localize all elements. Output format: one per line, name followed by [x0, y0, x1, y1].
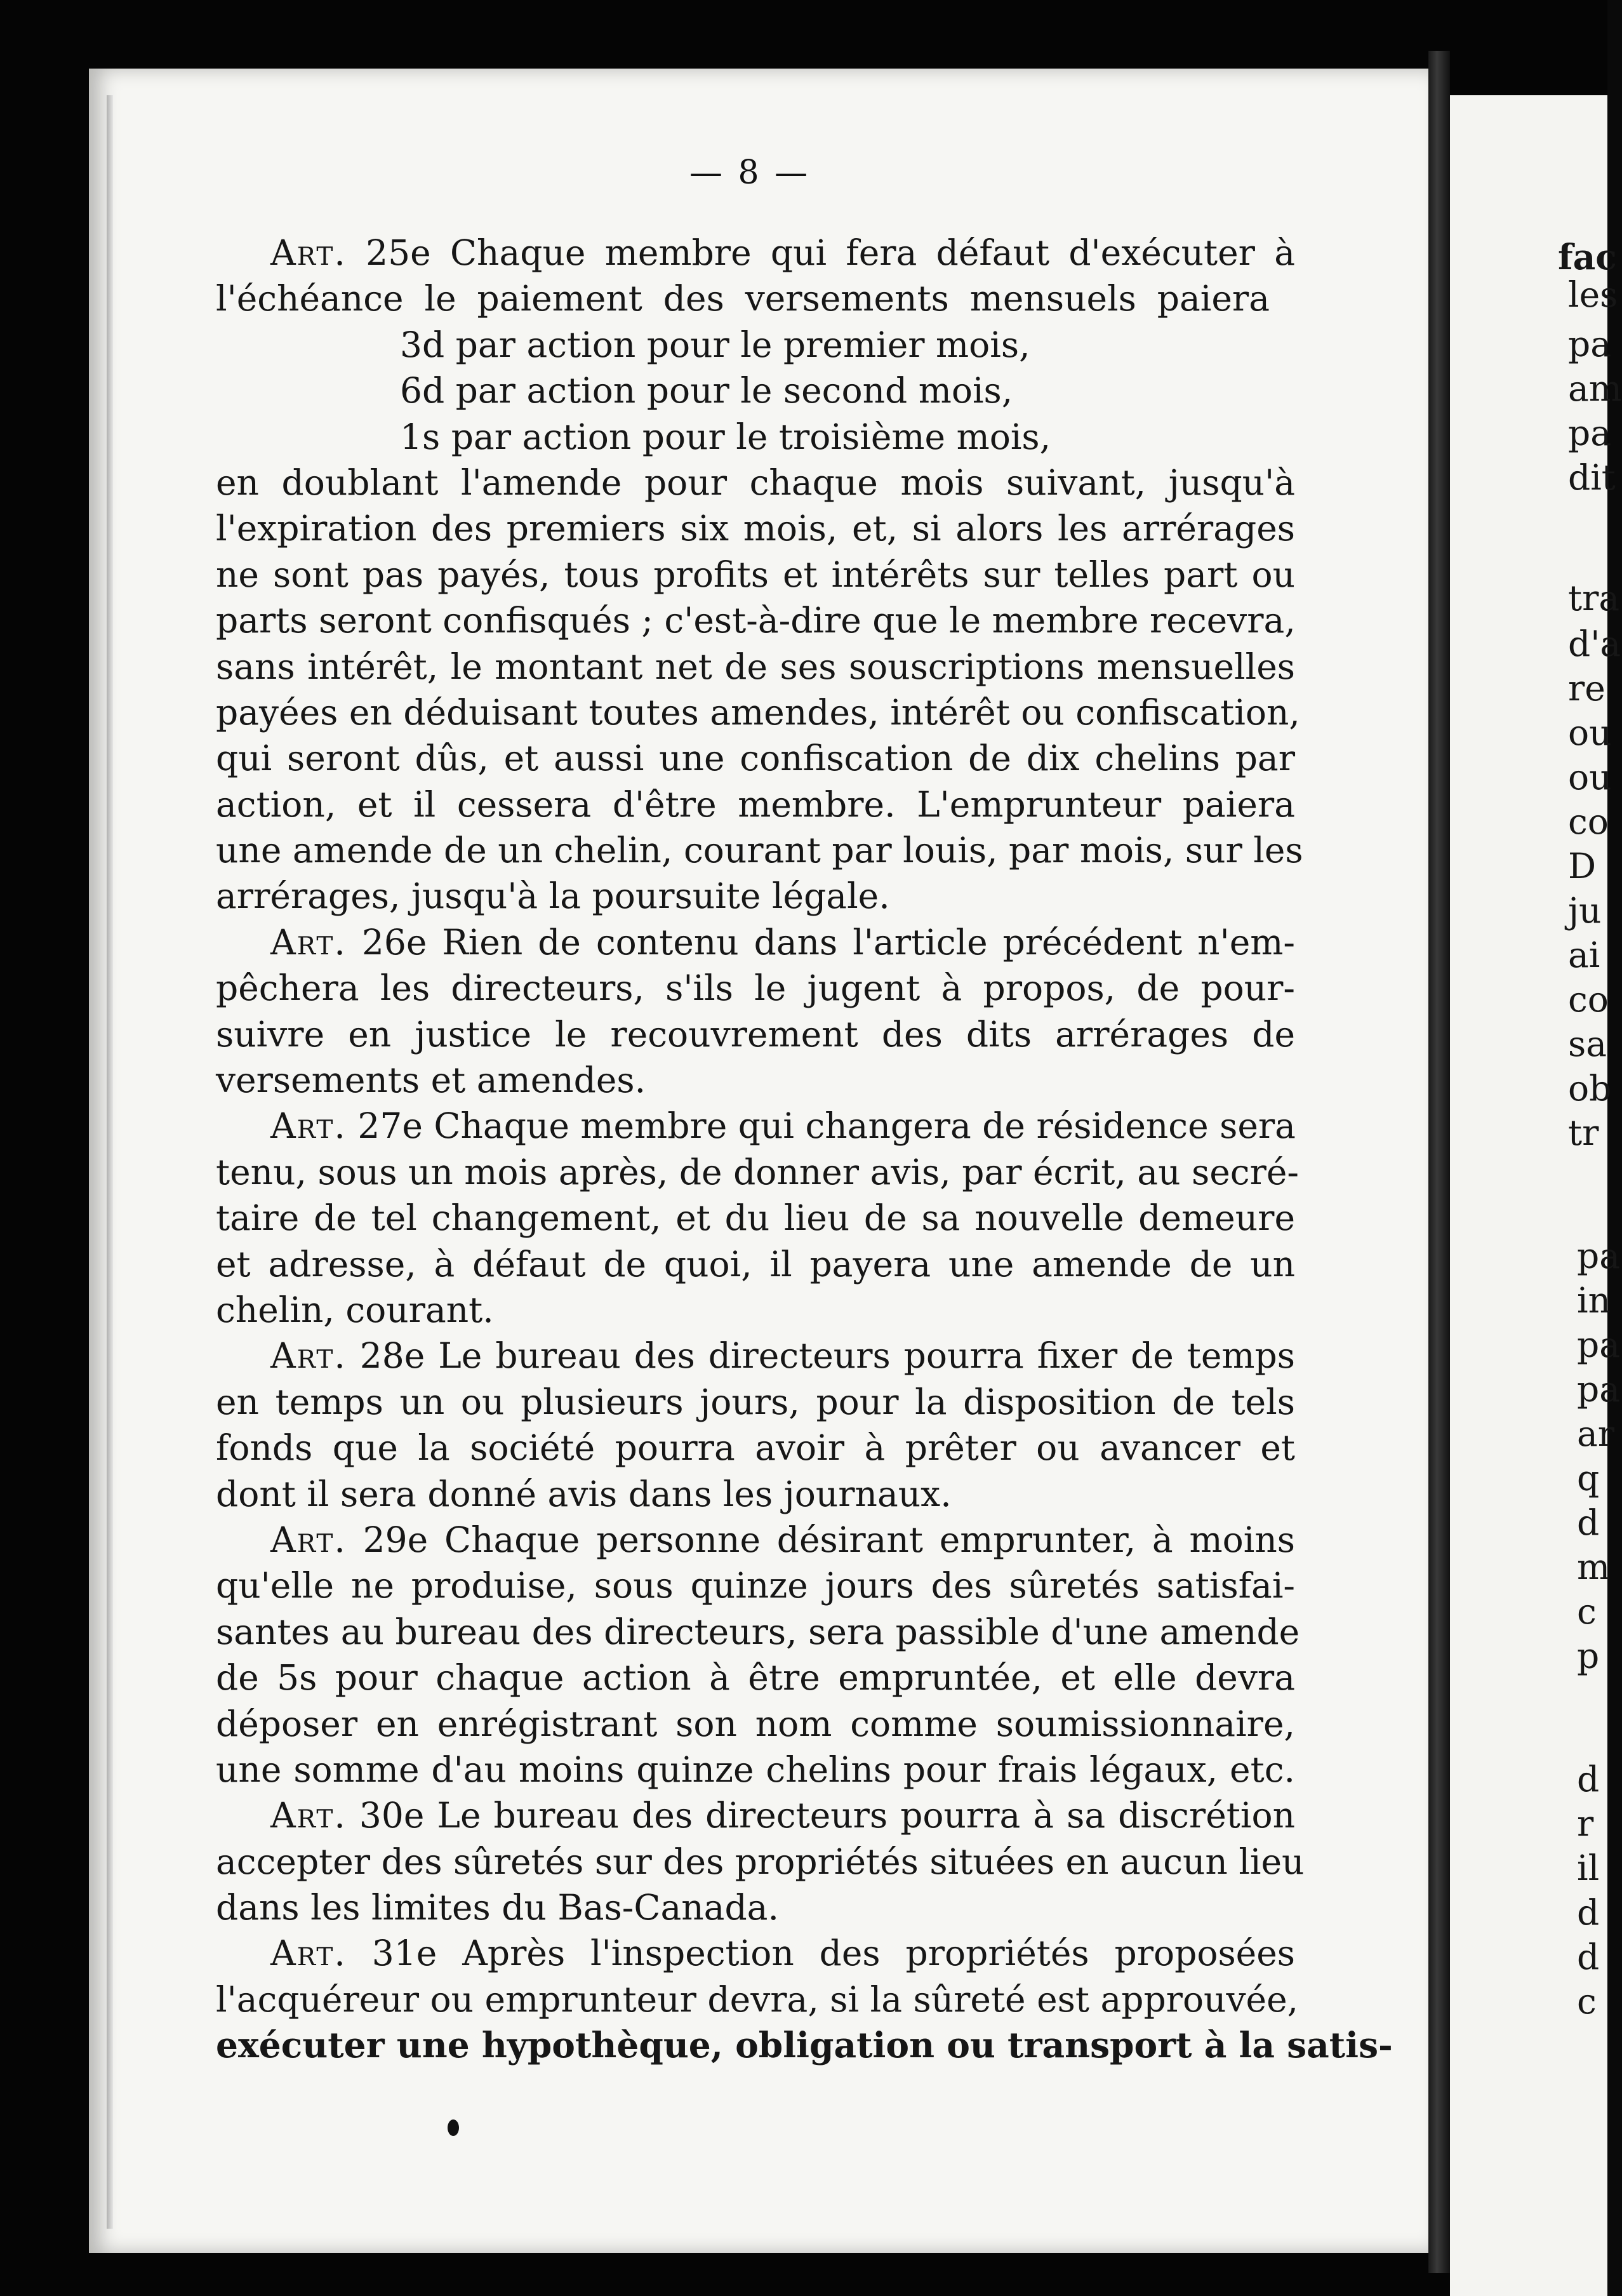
text-line: en temps un ou plusieurs jours, pour la disposition de tels [216, 1381, 1295, 1422]
text-line: santes au bureau des directeurs, sera passible d'une amende [216, 1611, 1300, 1652]
fragment: les [1568, 274, 1618, 315]
fragment: in [1577, 1280, 1611, 1321]
fragment: pa [1568, 413, 1611, 453]
document-body [216, 230, 1393, 2069]
article-label: Art. [270, 1105, 347, 1147]
right-page-text [1450, 0, 1622, 2296]
fragment: re [1568, 668, 1605, 709]
fragment: ju [1568, 890, 1602, 931]
fragment: am [1568, 368, 1622, 409]
text-line: pêchera les directeurs, s'ils le jugent à propos, de pour- [216, 968, 1295, 1009]
text-line: une amende de un chelin, courant par louis, par mois, sur les [216, 830, 1303, 871]
fragment: p [1577, 1636, 1600, 1676]
page-number: — 8 — [689, 154, 811, 192]
article-label: Art. [270, 921, 347, 963]
text-line: une somme d'au moins quinze chelins pour frais légaux, etc. [216, 1749, 1295, 1790]
fragment: il [1577, 1848, 1600, 1888]
fragment: pa [1577, 1369, 1620, 1410]
text-line: accepter des sûretés sur des propriétés situées en aucun lieu [216, 1841, 1305, 1882]
fragment: q [1577, 1458, 1600, 1498]
text-line: taire de tel changement, et du lieu de sa nouvelle demeure [216, 1198, 1295, 1239]
text-line: 3d par action pour le premier mois, [400, 324, 1030, 365]
fragment: ob [1568, 1068, 1612, 1109]
fragment: r [1577, 1803, 1594, 1844]
text-line: 1s par action pour le troisième mois, [400, 416, 1051, 457]
text-line: ne sont pas payés, tous profits et intérêts sur telles part ou [216, 554, 1295, 595]
book-gutter [1428, 51, 1450, 2273]
fragment: co [1568, 801, 1609, 842]
fragment: dit [1568, 457, 1616, 498]
fragment: co [1568, 979, 1609, 1020]
text-line: sans intérêt, le montant net de ses souscriptions mensuelles [216, 646, 1295, 687]
text-line: l'expiration des premiers six mois, et, si alors les arrérages [216, 508, 1295, 549]
fragment: tr [1568, 1112, 1599, 1153]
fragment: sa [1568, 1024, 1607, 1064]
fragment: d'a [1568, 624, 1621, 664]
fragment: c [1577, 1981, 1597, 2022]
fragment: d [1577, 1892, 1600, 1933]
text-line: Art. 31e Après l'inspection des propriétés proposées [270, 1933, 1295, 1974]
text-line: exécuter une hypothèque, obligation ou transport à la satis- [216, 2024, 1393, 2066]
text-line: en doublant l'amende pour chaque mois suivant, jusqu'à [216, 462, 1295, 503]
text-line: fonds que la société pourra avoir à prêter ou avancer et [216, 1427, 1295, 1469]
text-line: parts seront confisqués ; c'est-à-dire que le membre recevra, [216, 600, 1296, 641]
text-line: dans les limites du Bas-Canada. [216, 1887, 779, 1928]
text-line: l'échéance le paiement des versements mensuels paiera [216, 278, 1270, 319]
text-line: suivre en justice le recouvrement des dits arrérages de [216, 1013, 1295, 1055]
article-label: Art. [270, 1795, 347, 1836]
fragment: d [1577, 1937, 1600, 1977]
fragment: pa [1577, 1236, 1620, 1276]
text-line: arrérages, jusqu'à la poursuite légale. [216, 876, 890, 917]
article-label: Art. [270, 1933, 347, 1974]
text-line: Art. 29e Chaque personne désirant emprunter, à moins [270, 1519, 1295, 1560]
text-line: et adresse, à défaut de quoi, il payera une amende de un [216, 1243, 1295, 1285]
text-line: déposer en enrégistrant son nom comme soumissionnaire, [216, 1703, 1295, 1744]
fragment: ai [1568, 935, 1600, 975]
text-line: Art. 28e Le bureau des directeurs pourra fixer de temps [270, 1335, 1295, 1377]
article-label: Art. [270, 1519, 347, 1560]
fragment: c [1577, 1591, 1597, 1632]
page-edge-shadow [107, 95, 113, 2229]
text-line: Art. 25e Chaque membre qui fera défaut d'exécuter à [270, 232, 1295, 273]
text-line: dont il sera donné avis dans les journaux. [216, 1473, 952, 1514]
text-line: qui seront dûs, et aussi une confiscation de dix chelins par [216, 738, 1295, 779]
fragment: pa [1577, 1325, 1620, 1365]
fragment: d [1577, 1759, 1600, 1799]
ink-spot [448, 2119, 459, 2136]
text-line: payées en déduisant toutes amendes, intérêt ou confiscation, [216, 691, 1300, 733]
fragment: ou [1568, 757, 1612, 798]
text-line: Art. 30e Le bureau des directeurs pourra à sa discrétion [270, 1795, 1295, 1836]
text-line: qu'elle ne produise, sous quinze jours des sûretés satisfai- [216, 1565, 1295, 1606]
fragment: ar [1577, 1413, 1615, 1454]
fragment: d [1577, 1502, 1600, 1543]
fragment: pa [1568, 324, 1611, 364]
fragment: m [1577, 1547, 1611, 1587]
text-line: action, et il cessera d'être membre. L'emprunteur paiera [216, 784, 1295, 825]
text-line: Art. 26e Rien de contenu dans l'article précédent n'em- [270, 921, 1295, 963]
article-label: Art. [270, 1335, 347, 1377]
text-line: chelin, courant. [216, 1289, 494, 1330]
text-line: l'acquéreur ou emprunteur devra, si la sûreté est approuvée, [216, 1979, 1299, 2020]
text-line: 6d par action pour le second mois, [400, 370, 1013, 411]
text-line: versements et amendes. [216, 1060, 646, 1101]
text-line: tenu, sous un mois après, de donner avis, par écrit, au secré- [216, 1151, 1299, 1192]
fragment: tra [1568, 578, 1620, 618]
fragment: ou [1568, 712, 1612, 753]
text-line: de 5s pour chaque action à être empruntée, et elle devra [216, 1657, 1295, 1699]
text-line: Art. 27e Chaque membre qui changera de résidence sera [270, 1105, 1296, 1147]
article-label: Art. [270, 232, 347, 273]
fragment: fac [1558, 236, 1617, 277]
fragment: D [1568, 846, 1597, 886]
